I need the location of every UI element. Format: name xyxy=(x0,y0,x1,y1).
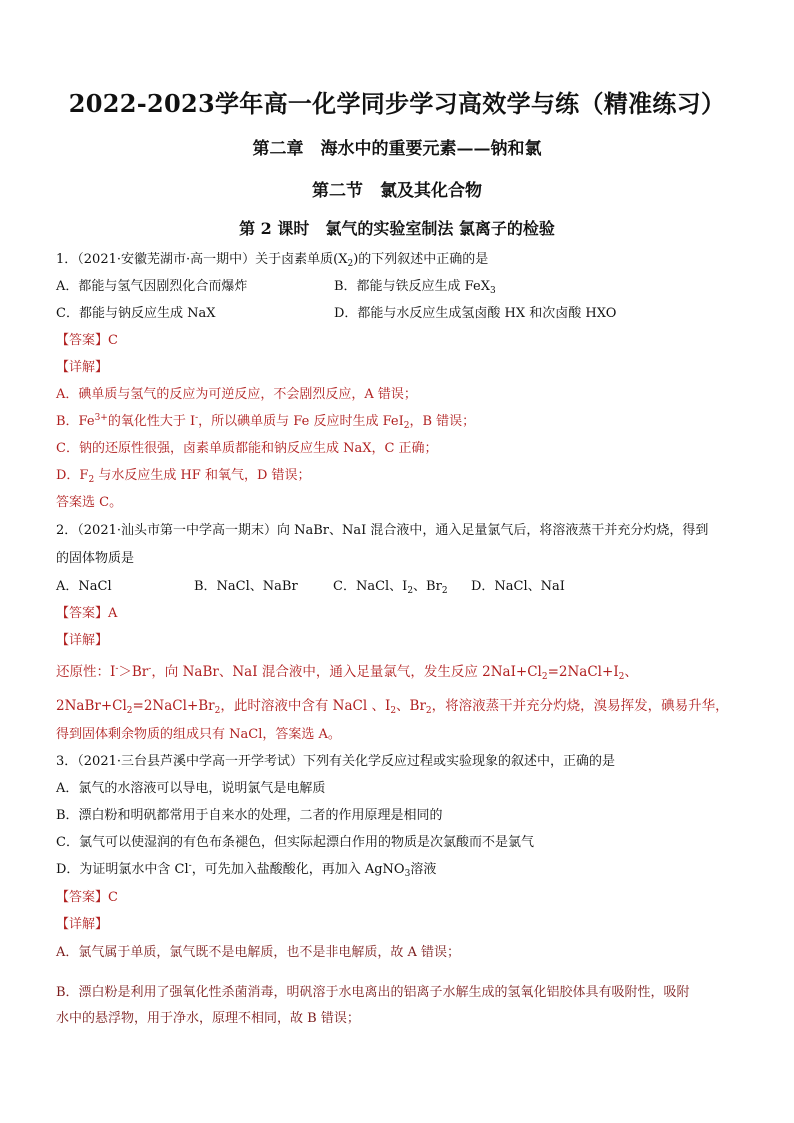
q1-explain-d xyxy=(56,467,746,485)
q1-option-a: A．都能与氢气因剧烈化合而爆炸 xyxy=(56,279,248,294)
q2-explain-1-sub-1: 2 xyxy=(541,672,548,682)
q2-explain-2-sub-4: 2 xyxy=(425,706,432,716)
q1-option-b-text: B．都能与铁反应生成 FeX xyxy=(334,279,490,294)
q3-explain-b-line-1: B．漂白粉是利用了强氧化性杀菌消毒，明矾溶于水电离出的铝离子水解生成的氢氧化铝胶体具有吸附性，吸附 xyxy=(56,985,690,1000)
q1-explain-b-text-3: ，所以碘单质与 Fe 反应时生成 FeI xyxy=(198,414,404,429)
q2-option-a: A．NaCl xyxy=(56,579,112,594)
q2-explain-1-text-3: ，向 NaBr、NaI 混合液中，通入足量氯气，发生反应 2NaI+Cl xyxy=(151,664,542,680)
q2-explain-2-text-1: 2NaBr+Cl xyxy=(56,698,127,714)
q2-explain-line-1 xyxy=(56,661,746,683)
q2-explain-1-text-4: =2NaCl+I xyxy=(547,664,619,680)
q1-option-b xyxy=(334,278,496,296)
q2-explain-line-2 xyxy=(56,695,746,717)
q2-option-c-text-2: 、Br xyxy=(413,579,442,594)
q2-explain-1-text-1: 还原性：I xyxy=(56,664,116,680)
q1-explain-b-sub: 2 xyxy=(403,421,410,431)
q3-option-d-sub: 3 xyxy=(404,869,411,879)
q1-explain-a: A．碘单质与氢气的反应为可逆反应，不会剧烈反应，A 错误； xyxy=(56,387,417,402)
q1-explain-b-text-1: B．Fe xyxy=(56,414,95,429)
q1-explain-b xyxy=(56,413,746,431)
q1-explain-b-text-2: 的氧化性大于 I xyxy=(107,414,196,429)
q2-option-d: D．NaCl、NaI xyxy=(471,579,565,594)
q2-option-c-sub-1: 2 xyxy=(407,586,414,596)
q1-explain-d-sub: 2 xyxy=(88,475,95,485)
lesson-title: 第 2 课时 氯气的实验室制法 氯离子的检验 xyxy=(239,219,555,238)
q2-explain-2-sub-1: 2 xyxy=(126,706,133,716)
q2-explain-2-text-4: 、Br xyxy=(396,698,426,714)
q2-explain-1-sub-2: 2 xyxy=(618,672,625,682)
q2-explain-1-sup-2: - xyxy=(148,664,152,674)
q2-stem-line-2: 的固体物质是 xyxy=(56,551,135,566)
q3-explain-a: A．氯气属于单质，氯气既不是电解质，也不是非电解质，故 A 错误； xyxy=(56,945,461,960)
chapter-title: 第二章 海水中的重要元素——钠和氯 xyxy=(252,139,542,159)
section-title: 第二节 氯及其化合物 xyxy=(312,181,482,201)
q1-stem-text-2: )的下列叙述中正确的是 xyxy=(353,252,489,267)
q3-option-d-text-2: ，可先加入盐酸酸化，再加入 AgNO xyxy=(191,862,405,877)
q2-option-c xyxy=(333,578,448,596)
q3-option-a: A．氯气的水溶液可以导电，说明氯气是电解质 xyxy=(56,781,326,796)
q2-explain-2-text-3: ，此时溶液中含有 NaCl 、I xyxy=(220,698,391,714)
q2-explain-2-sub-2: 2 xyxy=(214,706,221,716)
q1-option-c: C．都能与钠反应生成 NaX xyxy=(56,306,216,321)
q3-detail-label: 【详解】 xyxy=(56,917,109,932)
q3-explain-b-line-2: 水中的悬浮物，用于净水，原理不相同，故 B 错误； xyxy=(56,1011,360,1026)
q1-explain-b-text-4: ，B 错误； xyxy=(409,414,476,429)
q2-explain-2-text-2: =2NaCl+Br xyxy=(132,698,215,714)
q3-option-b: B．漂白粉和明矾都常用于自来水的处理，二者的作用原理是相同的 xyxy=(56,808,443,823)
q1-explain-d-text-2: 与水反应生成 HF 和氧气，D 错误； xyxy=(94,468,311,483)
q1-explain-c: C．钠的还原性很强，卤素单质都能和钠反应生成 NaX，C 正确； xyxy=(56,441,438,456)
q2-explain-1-text-5: 、 xyxy=(624,664,638,680)
q2-explain-1-sup-1: - xyxy=(115,664,119,674)
q3-option-d-sup: - xyxy=(188,861,192,871)
q1-option-d: D．都能与水反应生成氢卤酸 HX 和次卤酸 HXO xyxy=(334,306,617,321)
q1-option-b-sub: 3 xyxy=(489,286,496,296)
q1-explain-b-sup-1: 3+ xyxy=(94,413,108,423)
q3-option-d-text-1: D．为证明氯水中含 Cl xyxy=(56,862,189,877)
q1-conclusion: 答案选 C。 xyxy=(56,495,123,510)
q1-stem-sub: 2 xyxy=(347,259,354,269)
main-title: 2022-2023学年高一化学同步学习高效学与练（精准练习） xyxy=(68,89,726,118)
q3-stem: 3．（2021·三台县芦溪中学高一开学考试）下列有关化学反应过程或实验现象的叙述中，正确的是 xyxy=(56,754,615,769)
q1-explain-d-text-1: D．F xyxy=(56,468,89,483)
q2-answer: 【答案】A xyxy=(56,606,118,621)
q3-option-c: C．氯气可以使湿润的有色布条褪色，但实际起漂白作用的物质是次氯酸而不是氯气 xyxy=(56,835,534,850)
q1-stem-text: 1．（2021·安徽芜湖市·高一期中）关于卤素单质(X xyxy=(56,252,348,267)
q2-option-c-sub-2: 2 xyxy=(441,586,448,596)
q2-explain-2-sub-3: 2 xyxy=(390,706,397,716)
q1-stem xyxy=(56,251,746,269)
q1-answer: 【答案】C xyxy=(56,333,118,348)
q3-option-d-text-3: 溶液 xyxy=(410,862,437,877)
q3-answer: 【答案】C xyxy=(56,890,118,905)
q2-detail-label: 【详解】 xyxy=(56,633,109,648)
q2-explain-1-text-2: ＞Br xyxy=(118,664,149,680)
q2-explain-line-3: 得到固体剩余物质的组成只有 NaCl，答案选 A。 xyxy=(56,727,341,742)
q2-stem-line-1: 2．（2021·汕头市第一中学高一期末）向 NaBr、NaI 混合液中，通入足量氯气后，将溶液蒸干并充分灼烧，得到 xyxy=(56,523,709,538)
q3-option-d xyxy=(56,861,746,879)
q2-option-c-text-1: C．NaCl、I xyxy=(333,579,408,594)
q2-explain-2-text-5: ，将溶液蒸干并充分灼烧，溴易挥发，碘易升华， xyxy=(431,698,729,714)
q2-option-b: B．NaCl、NaBr xyxy=(194,579,298,594)
q1-detail-label: 【详解】 xyxy=(56,360,109,375)
q1-explain-b-sup-2: - xyxy=(195,413,199,423)
